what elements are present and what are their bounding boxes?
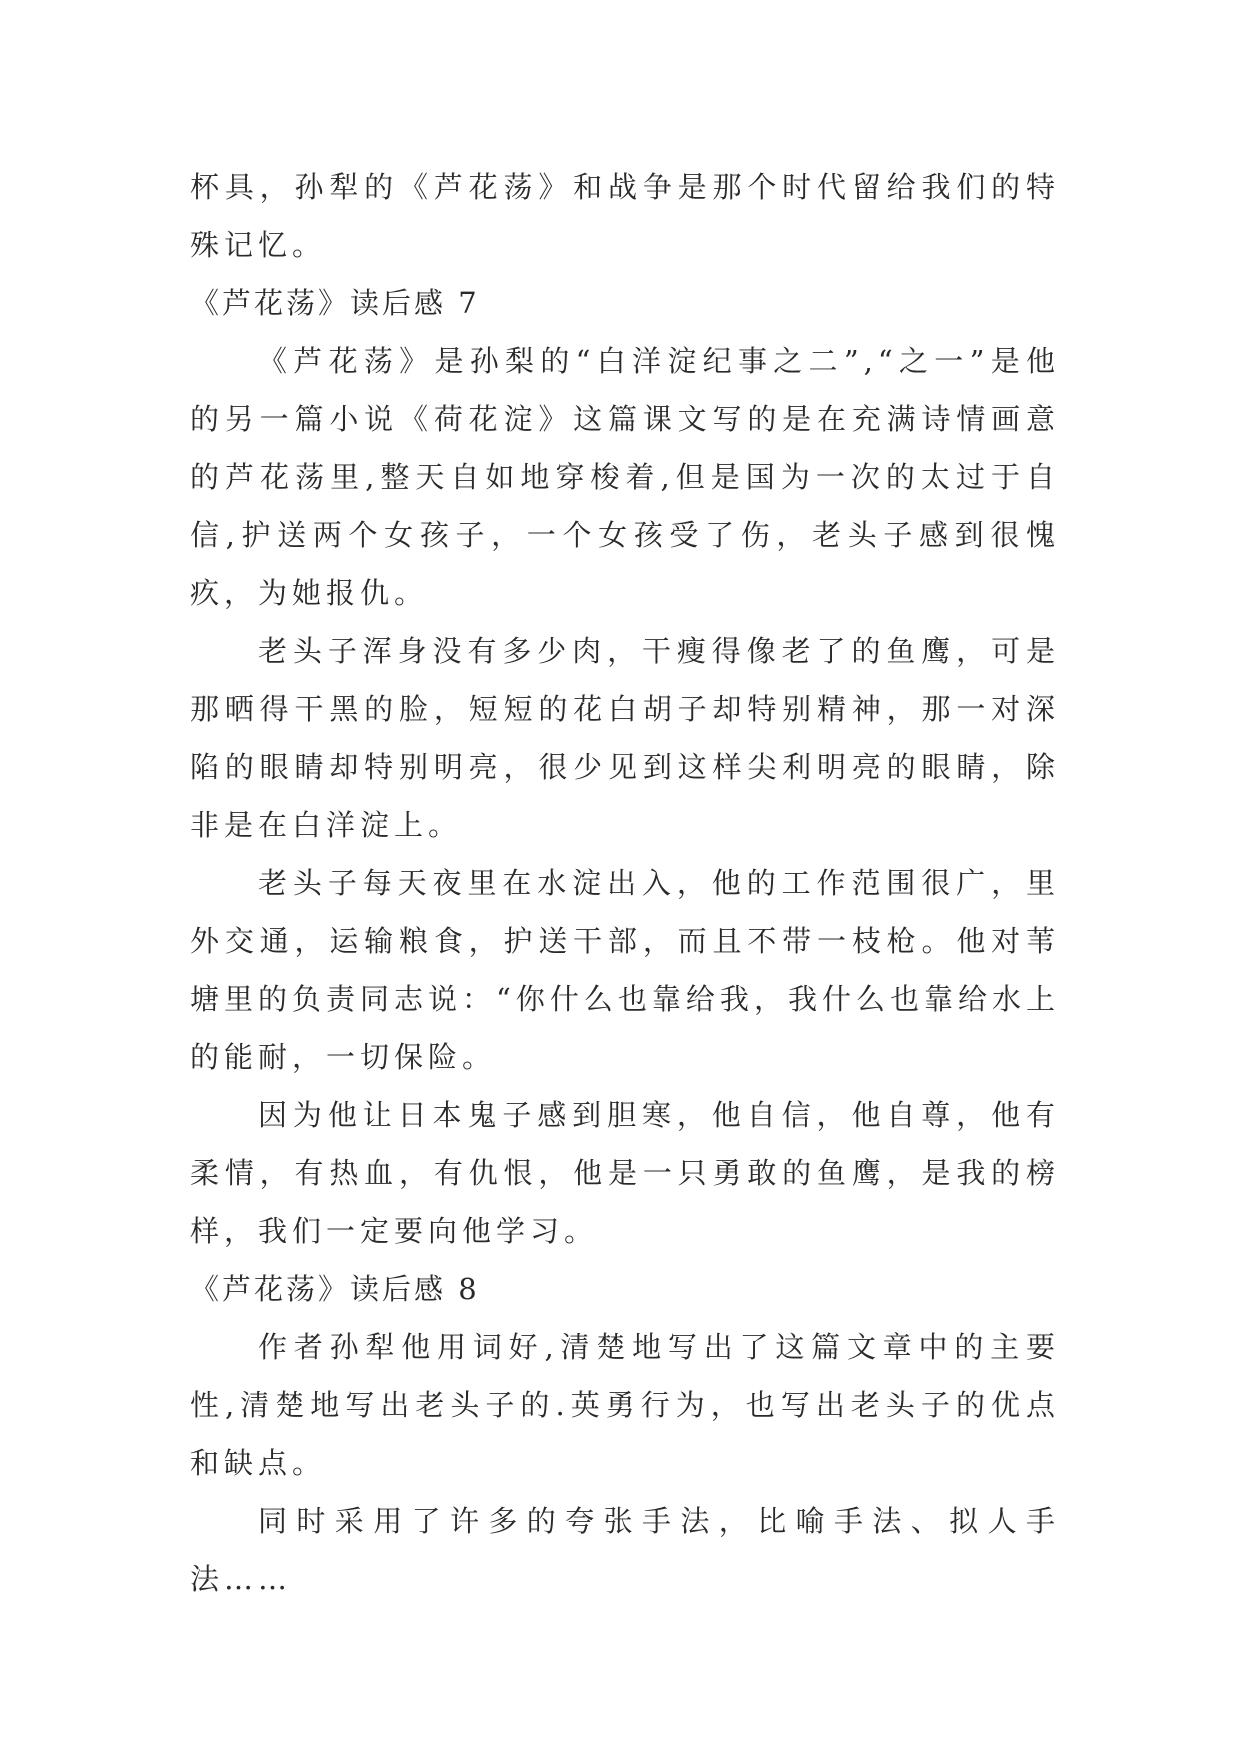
section-heading-8: 《芦花荡》读后感 8 xyxy=(190,1272,480,1306)
document-body xyxy=(190,158,1060,1608)
paragraph-intro: 杯具，孙犁的《芦花荡》和战争是那个时代留给我们的特殊记忆。 xyxy=(190,170,1060,262)
paragraph-8-2: 同时采用了许多的夸张手法，比喻手法、拟人手法…… xyxy=(190,1504,1060,1596)
paragraph-7-2: 老头子浑身没有多少肉，干瘦得像老了的鱼鹰，可是那晒得干黑的脸，短短的花白胡子却特别精神，那一对深陷的眼睛却特别明亮，很少见到这样尖利明亮的眼睛，除非是在白洋淀上。 xyxy=(190,634,1060,842)
section-heading-7: 《芦花荡》读后感 7 xyxy=(190,286,480,320)
paragraph-8-1: 作者孙犁他用词好,清楚地写出了这篇文章中的主要性,清楚地写出老头子的.英勇行为，也写出老头子的优点和缺点。 xyxy=(190,1330,1060,1480)
paragraph-7-4: 因为他让日本鬼子感到胆寒，他自信，他自尊，他有柔情，有热血，有仇恨，他是一只勇敢的鱼鹰，是我的榜样，我们一定要向他学习。 xyxy=(190,1098,1060,1248)
paragraph-7-3: 老头子每天夜里在水淀出入，他的工作范围很广，里外交通，运输粮食，护送干部，而且不带一枝枪。他对苇塘里的负责同志说：“你什么也靠给我，我什么也靠给水上的能耐，一切保险。 xyxy=(190,866,1060,1074)
paragraph-7-1: 《芦花荡》是孙梨的“白洋淀纪事之二”,“之一”是他的另一篇小说《荷花淀》这篇课文写的是在充满诗情画意的芦花荡里,整天自如地穿梭着,但是国为一次的太过于自信,护送两个女孩子，一个女孩受了伤，老头子感到很愧疚，为她报仇。 xyxy=(190,344,1060,610)
